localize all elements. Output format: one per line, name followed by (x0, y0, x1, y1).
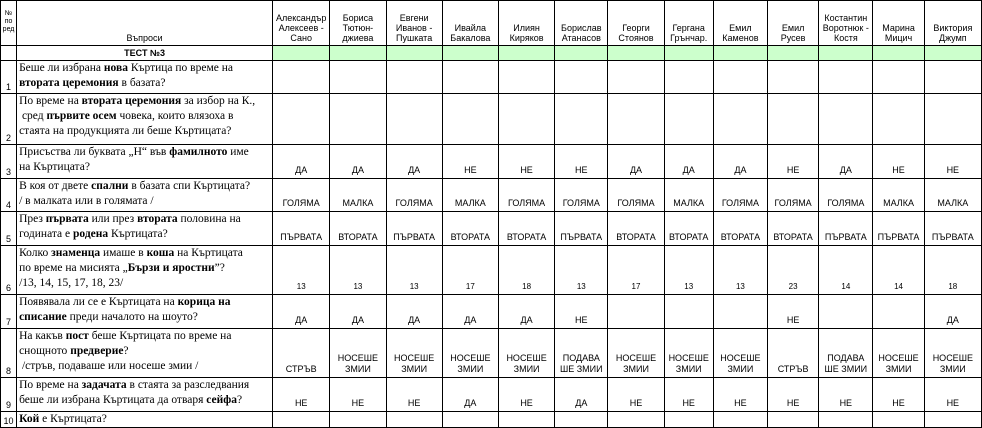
question-line (19, 393, 271, 408)
answer-cell: ДА (386, 295, 442, 329)
participant-header: Александър Алексеев - Сано (273, 1, 330, 46)
answer-cell: ДА (498, 295, 554, 329)
answer-cell: НЕ (768, 378, 819, 412)
answer-cell: ВТОРАТА (664, 212, 713, 246)
question-segment: стаята на продукцията ли беше Къртицата? (19, 125, 232, 137)
answer-cell: ПЪРВАТА (555, 212, 608, 246)
question-segment: имаше в (100, 247, 147, 259)
answer-cell (664, 295, 713, 329)
answer-cell (498, 61, 554, 94)
answer-cell: ВТОРАТА (768, 212, 819, 246)
question-emphasis: предверие (70, 345, 124, 357)
question-line (19, 261, 271, 276)
answer-cell (819, 94, 873, 145)
answer-cell: НОСЕШЕ ЗМИИ (873, 329, 924, 378)
answer-cell: ДА (713, 145, 767, 179)
participant-header: Виктория Джумп (924, 1, 981, 46)
question-text (17, 212, 273, 246)
answer-cell: ПЪРВАТА (924, 212, 981, 246)
answer-cell (819, 412, 873, 428)
answer-cell (664, 94, 713, 145)
answer-cell (819, 61, 873, 94)
answer-cell: ГОЛЯМА (498, 179, 554, 212)
answer-cell: МАЛКА (873, 179, 924, 212)
answer-cell (498, 412, 554, 428)
answer-cell: 14 (819, 246, 873, 295)
row-number: 4 (1, 179, 17, 212)
answer-cell (713, 412, 767, 428)
question-emphasis: родена (73, 228, 109, 240)
question-segment: сред (19, 110, 47, 122)
question-segment: По време на (19, 379, 82, 391)
answer-cell (768, 94, 819, 145)
answer-cell: 18 (498, 246, 554, 295)
question-row (1, 212, 982, 246)
question-line (19, 109, 271, 124)
question-line (19, 246, 271, 261)
participant-header: Гергана Грънчар. (664, 1, 713, 46)
header-row (1, 1, 982, 46)
question-emphasis: първите осем (46, 110, 117, 122)
answer-cell: МАЛКА (330, 179, 386, 212)
answer-cell (608, 61, 664, 94)
answer-cell: НЕ (608, 378, 664, 412)
answer-cell (664, 412, 713, 428)
answer-cell (924, 61, 981, 94)
question-row (1, 246, 982, 295)
answer-cell (713, 61, 767, 94)
answer-cell (555, 61, 608, 94)
answer-cell: ДА (273, 295, 330, 329)
answer-cell: ГОЛЯМА (768, 179, 819, 212)
answer-cell: НЕ (386, 378, 442, 412)
answer-cell: НОСЕШЕ ЗМИИ (330, 329, 386, 378)
answer-cell (819, 295, 873, 329)
answer-cell: ДА (664, 145, 713, 179)
answer-cell: МАЛКА (664, 179, 713, 212)
row-number: 5 (1, 212, 17, 246)
question-segment: Появявала ли се е Къртицата на (19, 296, 178, 308)
answer-cell: НЕ (498, 145, 554, 179)
question-line (19, 145, 271, 160)
answer-cell (924, 94, 981, 145)
answer-cell (442, 94, 498, 145)
question-emphasis: коша (146, 247, 175, 259)
answer-cell: ГОЛЯМА (819, 179, 873, 212)
questions-header: Въпроси (17, 1, 273, 46)
question-segment: / в малката или в голямата / (19, 195, 154, 207)
question-text (17, 295, 273, 329)
answer-cell (873, 412, 924, 428)
answer-cell (442, 61, 498, 94)
question-segment: на Къртицата (174, 247, 243, 259)
question-segment: Къртица по време на (127, 62, 233, 74)
question-segment: ? (236, 394, 243, 406)
question-text (17, 246, 273, 295)
participant-header: Илиян Киряков (498, 1, 554, 46)
question-segment: На какъв (19, 330, 66, 342)
answer-cell: ПОДАВА ШЕ ЗМИИ (555, 329, 608, 378)
question-segment: по време на мисията „ (19, 262, 128, 274)
answer-cell: 17 (442, 246, 498, 295)
question-text (17, 329, 273, 378)
answer-cell: НЕ (713, 378, 767, 412)
test-title: ТЕСТ №3 (17, 46, 273, 61)
row-number: 2 (1, 94, 17, 145)
answer-cell (273, 61, 330, 94)
question-text (17, 378, 273, 412)
question-text (17, 94, 273, 145)
row-number: 7 (1, 295, 17, 329)
answer-cell: ВТОРАТА (608, 212, 664, 246)
question-segment: Присъства ли буквата „Н“ във (19, 146, 170, 158)
answer-cell: ДА (442, 295, 498, 329)
answer-cell: ВТОРАТА (330, 212, 386, 246)
question-emphasis: втората церемония (19, 77, 119, 89)
test-title-row (1, 46, 982, 61)
question-line (19, 378, 271, 393)
answer-cell: ДА (330, 295, 386, 329)
question-line (19, 61, 271, 76)
answer-cell (873, 295, 924, 329)
question-segment: беше ли избрана Къртицата да отваря (19, 394, 207, 406)
question-emphasis: сейфа (206, 394, 237, 406)
answer-cell: НОСЕШЕ ЗМИИ (386, 329, 442, 378)
question-segment: През (19, 213, 46, 225)
question-line (19, 359, 271, 374)
answer-cell: ДА (330, 145, 386, 179)
answer-cell (498, 94, 554, 145)
answer-cell: ВТОРАТА (498, 212, 554, 246)
answer-cell: ДА (555, 378, 608, 412)
question-segment: Колко (19, 247, 52, 259)
answer-cell: НЕ (330, 378, 386, 412)
answer-cell (330, 412, 386, 428)
answer-cell: 23 (768, 246, 819, 295)
question-emphasis: втората церемония (81, 95, 182, 107)
question-segment: /стръв, подаваше или носеше змии / (19, 360, 199, 372)
answer-cell: НОСЕШЕ ЗМИИ (498, 329, 554, 378)
question-segment: /13, 14, 15, 17, 18, 23/ (19, 277, 124, 289)
question-row (1, 94, 982, 145)
answer-cell: 13 (330, 246, 386, 295)
answer-cell: ДА (273, 145, 330, 179)
answer-cell: МАЛКА (442, 179, 498, 212)
question-line (19, 194, 271, 209)
question-segment: е Къртицата? (39, 413, 107, 425)
answer-cell: ГОЛЯМА (608, 179, 664, 212)
answer-cell: ПОДАВА ШЕ ЗМИИ (819, 329, 873, 378)
answer-cell: 13 (664, 246, 713, 295)
question-emphasis: списание (19, 311, 67, 323)
answer-cell (664, 61, 713, 94)
answer-cell: 18 (924, 246, 981, 295)
question-row (1, 179, 982, 212)
question-emphasis: нова (103, 62, 128, 74)
answer-cell: НЕ (664, 378, 713, 412)
question-emphasis: Кой (19, 413, 40, 425)
answer-cell: НЕ (768, 295, 819, 329)
row-number: 6 (1, 246, 17, 295)
answer-cell (386, 94, 442, 145)
question-segment: за избор на К., (181, 95, 256, 107)
participant-header: Борислав Атанасов (555, 1, 608, 46)
question-segment: ? (123, 345, 129, 357)
row-number: 3 (1, 145, 17, 179)
question-line (19, 76, 271, 91)
answer-cell: ПЪРВАТА (273, 212, 330, 246)
answer-cell: НОСЕШЕ ЗМИИ (713, 329, 767, 378)
question-line (19, 295, 271, 310)
answer-cell: НЕ (924, 378, 981, 412)
question-row (1, 145, 982, 179)
answer-cell: ДА (386, 145, 442, 179)
question-segment: в базата? (118, 77, 166, 89)
participant-header: Емил Каменов (713, 1, 767, 46)
answer-cell (713, 295, 767, 329)
participant-header: Георги Стоянов (608, 1, 664, 46)
answer-cell: МАЛКА (924, 179, 981, 212)
question-row (1, 378, 982, 412)
answer-cell: НОСЕШЕ ЗМИИ (924, 329, 981, 378)
answer-cell: 14 (873, 246, 924, 295)
question-segment: половина на (177, 213, 241, 225)
answer-cell: НЕ (819, 378, 873, 412)
question-line (19, 412, 271, 427)
answer-cell: 13 (713, 246, 767, 295)
answer-cell (873, 94, 924, 145)
participant-header: Емил Русев (768, 1, 819, 46)
answer-cell (386, 412, 442, 428)
question-line (19, 227, 271, 242)
question-emphasis: знаменца (51, 247, 101, 259)
question-line (19, 179, 271, 194)
question-line (19, 94, 271, 109)
answer-cell: ДА (819, 145, 873, 179)
answer-cell (555, 94, 608, 145)
question-segment: преди началото на шоуто? (66, 311, 198, 323)
participant-header: Евгени Иванов - Пушката (386, 1, 442, 46)
question-line (19, 329, 271, 344)
question-line (19, 160, 271, 175)
answer-cell: НОСЕШЕ ЗМИИ (608, 329, 664, 378)
answer-cell: НЕ (924, 145, 981, 179)
answer-cell: НЕ (873, 378, 924, 412)
participant-header: Бориса Тютюн-джиева (330, 1, 386, 46)
participant-header: Костантин Воротнюк - Костя (819, 1, 873, 46)
question-row (1, 329, 982, 378)
question-emphasis: пост (65, 330, 89, 342)
question-segment: снощното (19, 345, 71, 357)
answer-cell: 17 (608, 246, 664, 295)
participant-header: Марина Мицич (873, 1, 924, 46)
answer-cell: ПЪРВАТА (819, 212, 873, 246)
answer-cell (768, 412, 819, 428)
answer-cell (555, 412, 608, 428)
question-segment: годината е (19, 228, 74, 240)
question-text (17, 179, 273, 212)
answer-cell (386, 61, 442, 94)
answer-cell: ДА (608, 145, 664, 179)
question-text (17, 412, 273, 428)
answer-cell (873, 61, 924, 94)
question-segment: на Къртицата? (19, 161, 90, 173)
answer-cell: ГОЛЯМА (713, 179, 767, 212)
question-emphasis: Бързи и яростни (127, 262, 215, 274)
answer-cell: НЕ (873, 145, 924, 179)
answer-cell: НЕ (555, 145, 608, 179)
answer-cell (924, 412, 981, 428)
question-segment: В коя от двете (19, 180, 92, 192)
row-number: 1 (1, 61, 17, 94)
question-emphasis: задачата (81, 379, 127, 391)
question-segment: беше Къртицата по време на (88, 330, 232, 342)
answer-cell (273, 94, 330, 145)
answer-cell: НЕ (768, 145, 819, 179)
question-emphasis: фамилното (169, 146, 228, 158)
question-segment: ”? (214, 262, 225, 274)
question-segment: име (227, 146, 249, 158)
row-number: 10 (1, 412, 17, 428)
answer-cell: 13 (555, 246, 608, 295)
question-segment: Беше ли избрана (19, 62, 104, 74)
answer-cell: ПЪРВАТА (386, 212, 442, 246)
num-header: № по ред (1, 1, 17, 46)
answer-cell: НЕ (555, 295, 608, 329)
question-emphasis: спални (91, 180, 129, 192)
question-text (17, 61, 273, 94)
answer-cell (713, 94, 767, 145)
answer-cell (608, 295, 664, 329)
question-emphasis: първата (45, 213, 89, 225)
row-number: 9 (1, 378, 17, 412)
answer-cell: СТРЪВ (768, 329, 819, 378)
answer-cell: ГОЛЯМА (555, 179, 608, 212)
answer-cell: ГОЛЯМА (386, 179, 442, 212)
answer-cell: ДА (442, 378, 498, 412)
answer-cell: ВТОРАТА (713, 212, 767, 246)
answer-cell: СТРЪВ (273, 329, 330, 378)
question-row (1, 61, 982, 94)
question-segment: в базата спи Къртицата? (128, 180, 251, 192)
question-text (17, 145, 273, 179)
question-emphasis: корица на (177, 296, 231, 308)
answer-cell (330, 61, 386, 94)
question-line (19, 344, 271, 359)
answer-cell: ПЪРВАТА (873, 212, 924, 246)
question-line (19, 212, 271, 227)
answer-cell (273, 412, 330, 428)
answer-cell: НОСЕШЕ ЗМИИ (442, 329, 498, 378)
question-segment: в стаята за разследвания (126, 379, 250, 391)
answer-cell: ДА (924, 295, 981, 329)
question-segment: или през (88, 213, 138, 225)
question-row (1, 295, 982, 329)
row-number: 8 (1, 329, 17, 378)
question-line (19, 276, 271, 291)
answer-cell (442, 412, 498, 428)
answer-cell: НОСЕШЕ ЗМИИ (664, 329, 713, 378)
question-line (19, 310, 271, 325)
answer-cell: НЕ (273, 378, 330, 412)
question-segment: По време на (19, 95, 82, 107)
answer-cell: ВТОРАТА (442, 212, 498, 246)
answer-cell: 13 (273, 246, 330, 295)
answer-cell: 13 (386, 246, 442, 295)
question-row (1, 412, 982, 428)
answer-cell (608, 94, 664, 145)
question-segment: човека, които влязоха в (116, 110, 234, 122)
question-line (19, 124, 271, 139)
answer-cell: ГОЛЯМА (273, 179, 330, 212)
answer-cell: НЕ (442, 145, 498, 179)
participant-header: Ивайла Бакалова (442, 1, 498, 46)
answer-cell (768, 61, 819, 94)
answer-cell (330, 94, 386, 145)
question-segment: Къртицата? (108, 228, 168, 240)
answer-cell: НЕ (498, 378, 554, 412)
answer-cell (608, 412, 664, 428)
question-emphasis: втората (137, 213, 178, 225)
